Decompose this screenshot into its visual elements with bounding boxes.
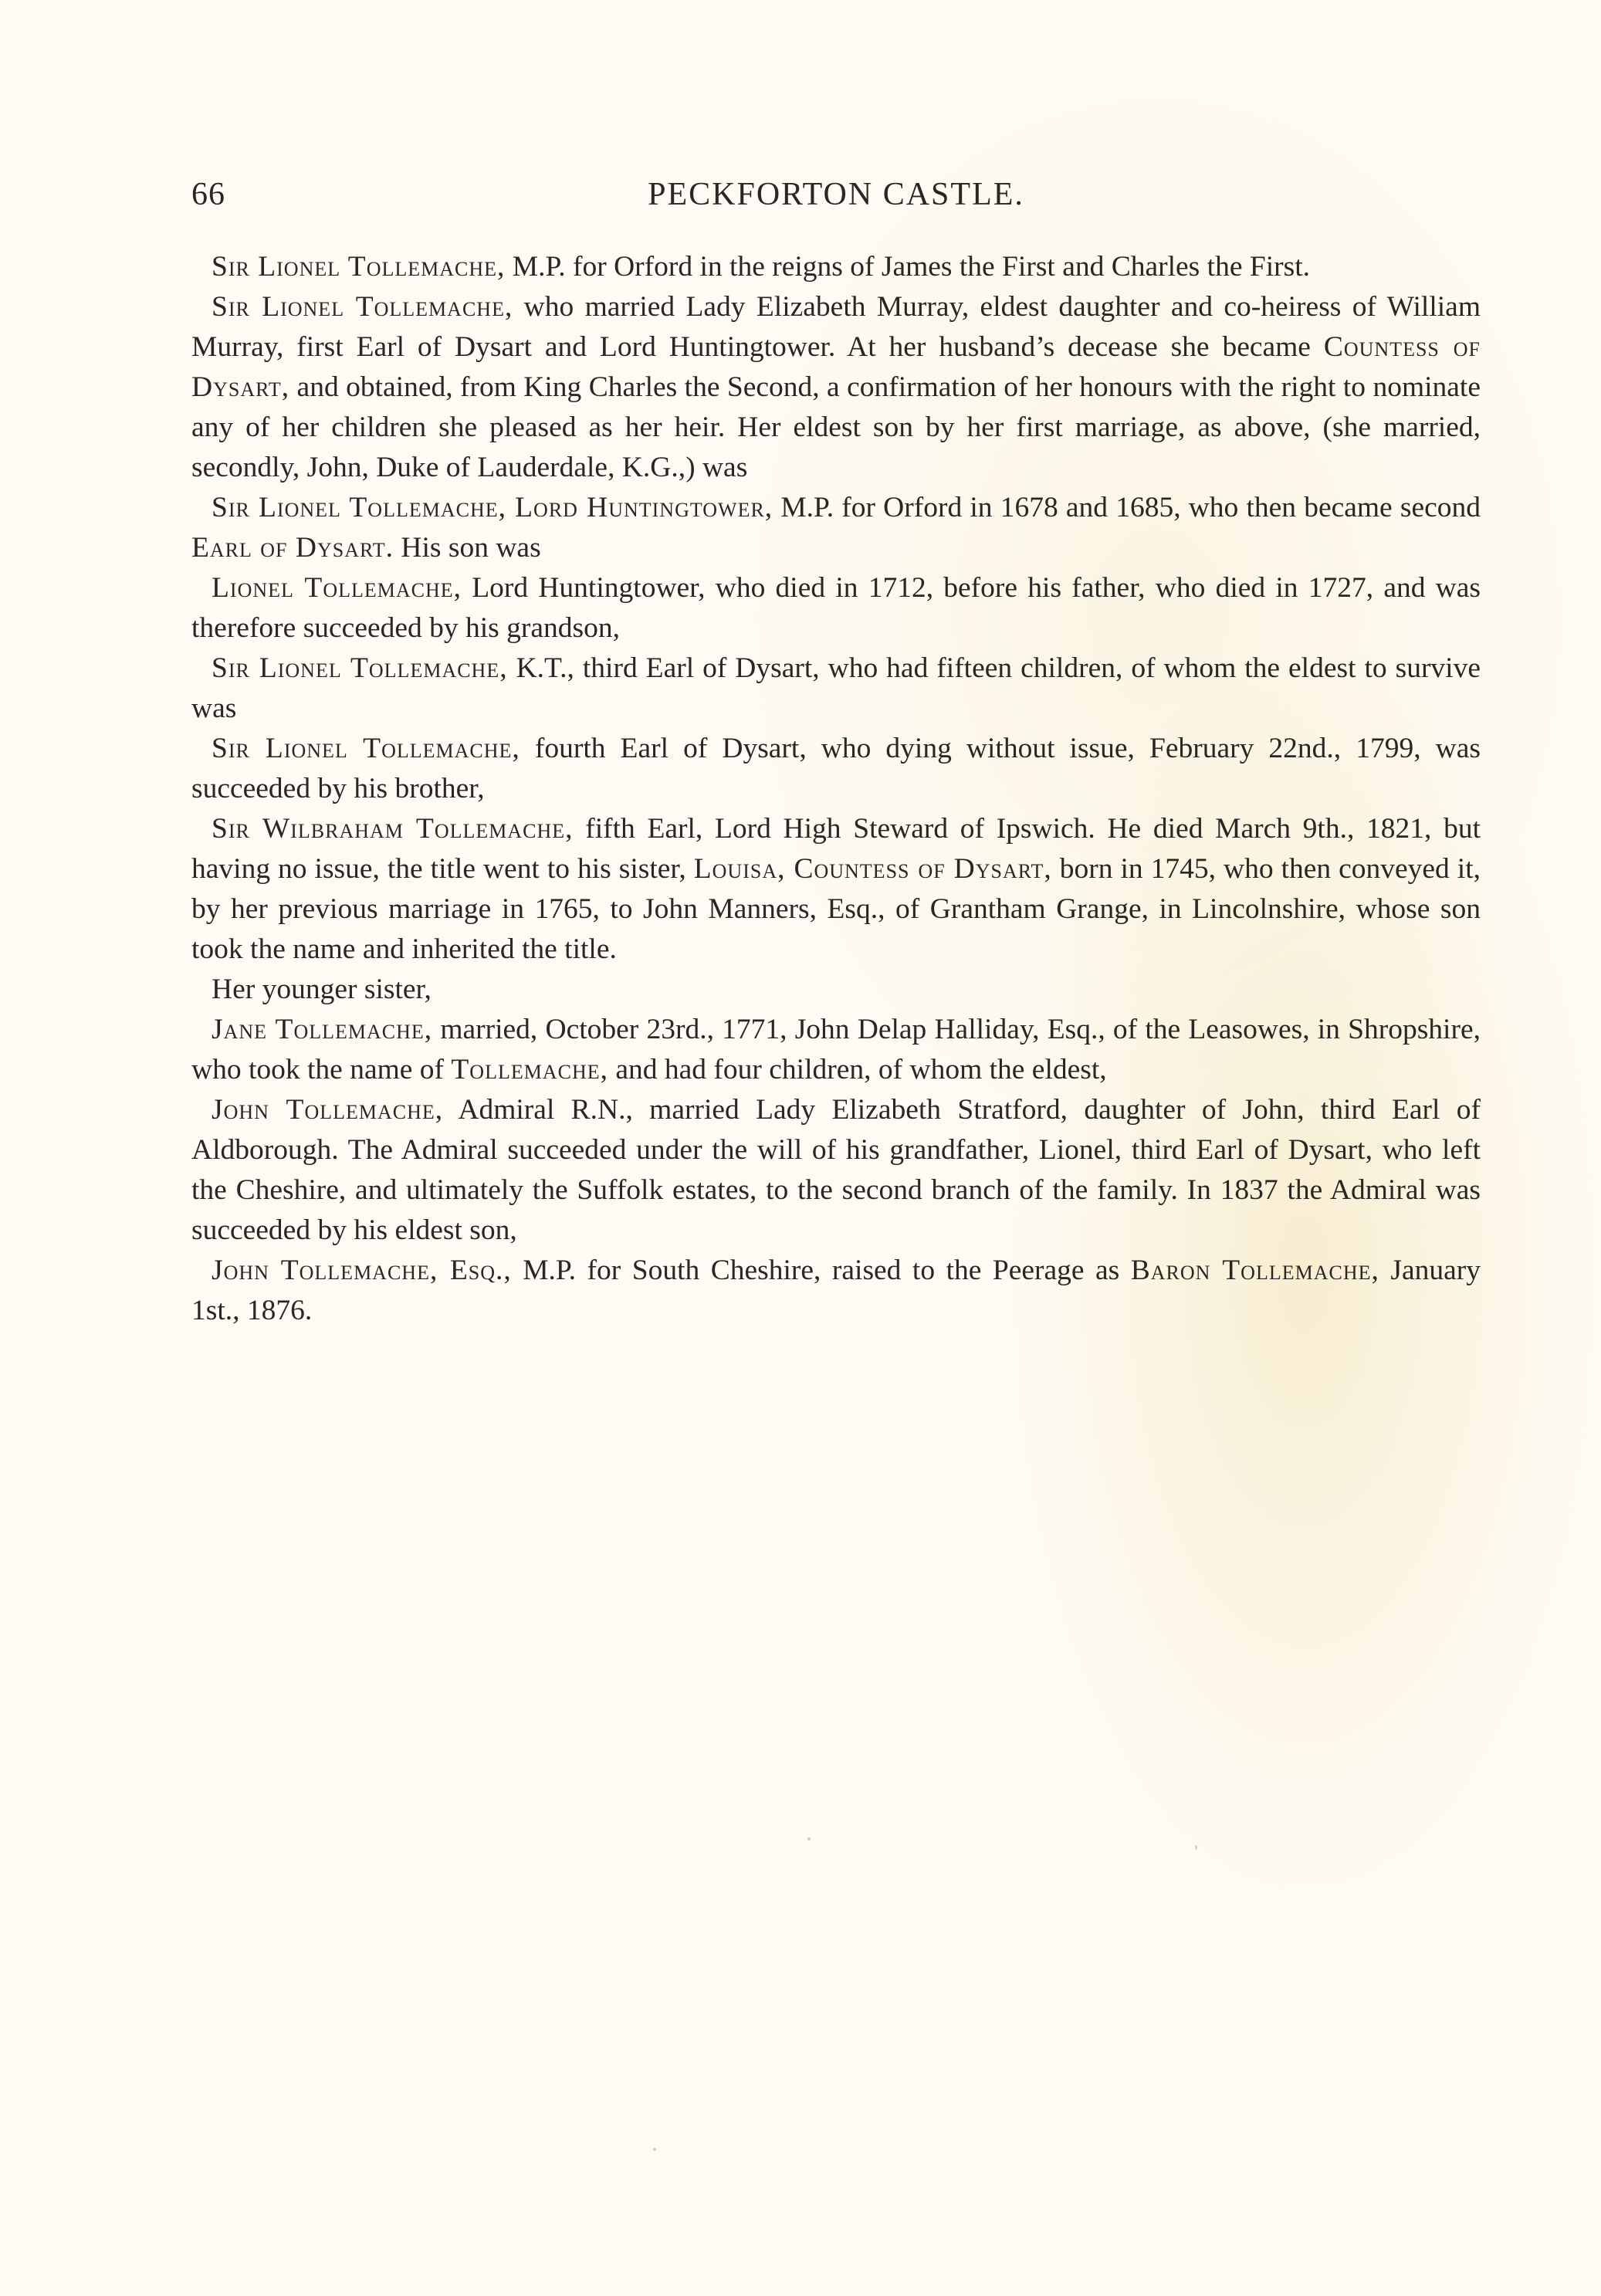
- paragraph-text: fourth Earl of Dysart, who dying without issue, February 22nd., 1799, was succeeded by his brother,: [191, 733, 1481, 804]
- paragraph-9: [191, 1010, 1481, 1090]
- paragraph-7: [191, 809, 1481, 970]
- paragraph-2: [191, 287, 1481, 488]
- paragraph-text: born in 1745, who then conveyed it, by her previous marriage in 1765, to John Manners, Esq., of Grantham Grange, in Lincolnshire, whose son took the name and inherited the title.: [191, 853, 1481, 965]
- title-name: Earl of Dysart.: [191, 532, 394, 564]
- person-name: John Tollemache, Esq.,: [212, 1255, 512, 1286]
- paragraph-5: [191, 649, 1481, 729]
- paper-speck: [653, 2148, 656, 2151]
- page-header: [191, 176, 1481, 222]
- body-text: [191, 247, 1481, 1331]
- person-name: Sir Wilbraham Tollemache,: [212, 813, 574, 845]
- person-name: Sir Lionel Tollemache,: [212, 251, 506, 283]
- paragraph-text: who married Lady Elizabeth Murray, eldest daughter and co-heiress of William Murray, first Earl of Dysart and Lord Huntingtower. At her husband’s decease she became: [191, 291, 1481, 363]
- page-number: 66: [191, 177, 225, 212]
- paragraph-text: His son was: [394, 532, 541, 564]
- person-name: Lionel Tollemache,: [212, 572, 462, 604]
- paragraph-text: Admiral R.N., married Lady Elizabeth Stratford, daughter of John, third Earl of Aldborough. The Admiral succeeded under the will of his grandfather, Lionel, third Earl of Dysart, who left the Cheshire, and ultimately the Suffolk estates, to the second branch of the family. In 1837 the Admiral was succeeded by his eldest son,: [191, 1094, 1481, 1246]
- running-title: PECKFORTON CASTLE.: [648, 177, 1024, 212]
- paragraph-text: Lord Huntingtower, who died in 1712, before his father, who died in 1727, and was therefore succeeded by his grandson,: [191, 572, 1481, 644]
- paragraph-8: [191, 970, 1481, 1010]
- title-name: Baron Tollemache,: [1130, 1255, 1379, 1286]
- paragraph-text: fifth Earl, Lord High Steward of Ipswich. He died March 9th., 1821, but having no issue, the title went to his sister,: [191, 813, 1481, 885]
- paper-speck: [1195, 1845, 1197, 1850]
- paragraph-text: and had four children, of whom the eldest,: [608, 1054, 1107, 1085]
- person-name: Jane Tollemache,: [212, 1014, 433, 1045]
- person-name: Sir Lionel Tollemache,: [212, 733, 520, 764]
- person-name: Sir Lionel Tollemache,: [212, 291, 513, 323]
- paragraph-4: [191, 568, 1481, 649]
- paragraph-text: M.P. for Orford in the reigns of James the First and Charles the First.: [505, 251, 1310, 283]
- person-name: Sir Lionel Tollemache, Lord Huntingtower,: [212, 492, 773, 523]
- paragraph-3: [191, 488, 1481, 568]
- paragraph-6: [191, 729, 1481, 809]
- paragraph-1: [191, 247, 1481, 287]
- title-name: Countess of Dysart,: [191, 331, 1481, 403]
- paragraph-10: [191, 1090, 1481, 1251]
- paragraph-text: Her younger sister,: [212, 974, 432, 1005]
- title-name: Louisa, Countess of Dysart,: [693, 853, 1052, 885]
- paragraph-text: January 1st., 1876.: [191, 1255, 1481, 1326]
- paragraph-11: [191, 1251, 1481, 1331]
- person-name: Sir Lionel Tollemache,: [212, 652, 508, 684]
- paper-speck: [807, 1837, 811, 1841]
- paragraph-text: and obtained, from King Charles the Second, a confirmation of her honours with the right to nominate any of her children she pleased as her heir. Her eldest son by her first marriage, as above, (she married, secondly, John, Duke of Lauderdale, K.G.,) was: [191, 371, 1481, 483]
- paragraph-text: K.T., third Earl of Dysart, who had fifteen children, of whom the eldest to survive was: [191, 652, 1481, 724]
- paragraph-text: married, October 23rd., 1771, John Delap Halliday, Esq., of the Leasowes, in Shropshire, who took the name of: [191, 1014, 1481, 1085]
- paragraph-text: M.P. for South Cheshire, raised to the Peerage as: [511, 1255, 1131, 1286]
- person-name: John Tollemache,: [212, 1094, 444, 1126]
- title-name: Tollemache,: [451, 1054, 608, 1085]
- paragraph-text: M.P. for Orford in 1678 and 1685, who then became second: [773, 492, 1481, 523]
